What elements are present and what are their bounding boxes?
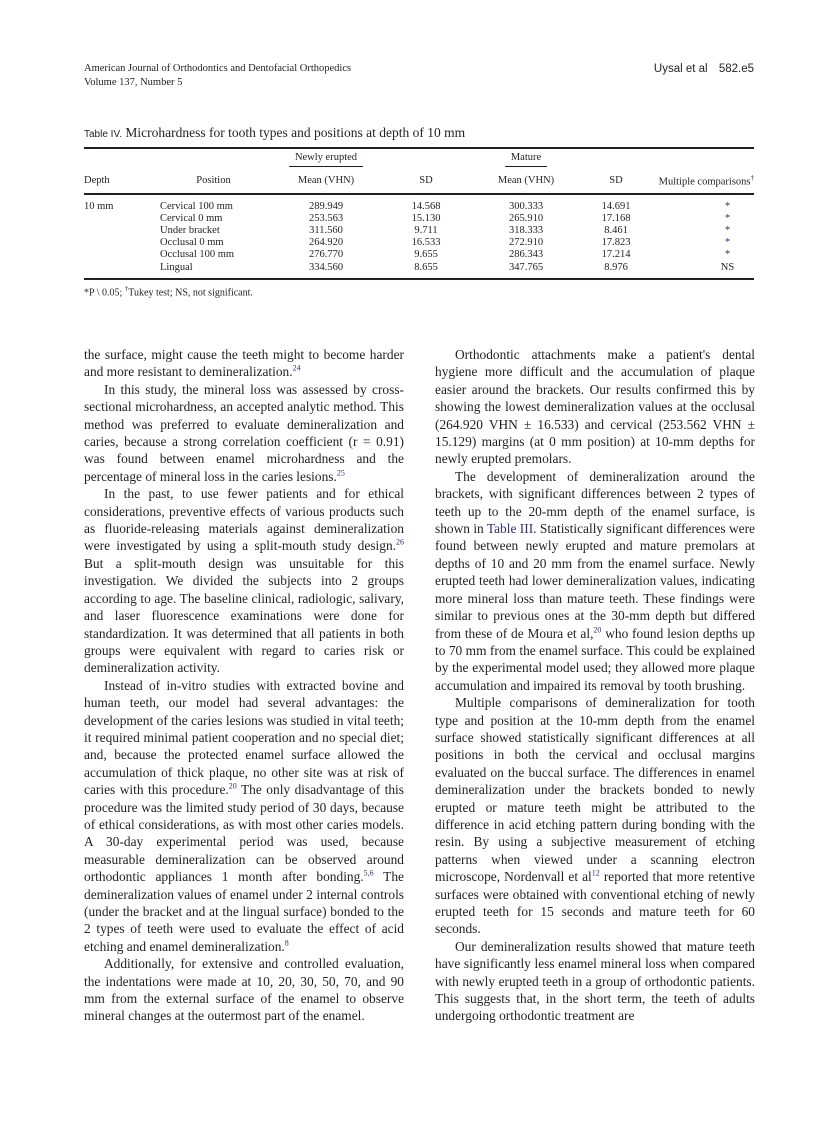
paragraph-text: But a split-mouth design was unsuitable for this investigation. We divided the subjects into 2 groups according to age. The baseline clinical, radiologic, salivary, and laser fluorescence examinations were done for standardization. It was determined that all patients in both groups were equivalent with regard to caries risk or demineralization activity. [84, 555, 404, 676]
citation-link[interactable]: 20 [228, 781, 237, 791]
col-position: Position [196, 175, 231, 187]
cell-mc: NS [720, 261, 735, 273]
col-new-mean: Mean (VHN) [297, 175, 355, 187]
paragraph-text: Instead of in-vitro studies with extracted bovine and human teeth, our model had several advantages: the development of the caries lesions was studied in vital teeth; it required minimal patient cooperation and no special diet; and, because the protected enamel surface allowed the accumulation of thick plaque, no other site was at risk of caries with this procedure. [84, 677, 404, 798]
paragraph [84, 381, 404, 485]
dagger-mark: † [750, 174, 754, 182]
paragraph-text: In the past, to use fewer patients and for ethical considerations, preventive effects of various products such as fluoride-releasing materials against demineralization were investigated by using a split-mouth study design. [84, 486, 404, 554]
cell-position: Cervical 0 mm [160, 212, 223, 224]
table-row [84, 213, 754, 225]
cell-depth [84, 213, 156, 225]
table-iv [84, 124, 754, 298]
paragraph-text: The only disadvantage of this procedure was the limited study period of 30 days, because of ethical considerations, as with most other caries models. A 30-day experimental period was used, because measurable demineralization can be observed around orthodontic appliances 1 month after bonding. [84, 782, 404, 885]
paragraph-text: The demineralization values of enamel under 2 internal controls (under the bracket and at the lingual surface) bonded to the 2 types of teeth were used to evaluate the effect of acid etching and enamel demineralization. [84, 869, 404, 954]
table-row [84, 249, 754, 261]
col-depth: Depth [84, 175, 110, 187]
cell-mat-mean: 318.333 [508, 224, 544, 236]
citation-link[interactable]: 24 [292, 363, 301, 373]
citation-link[interactable]: 5,6 [363, 868, 374, 878]
paragraph [84, 677, 404, 956]
paragraph [435, 938, 755, 1025]
table-footnote [84, 285, 754, 298]
group-newly-erupted: Newly erupted [289, 152, 363, 167]
table-title: Microhardness for tooth types and positions at depth of 10 mm [125, 125, 466, 140]
cell-new-mean: 276.770 [308, 249, 344, 261]
cell-mat-sd: 8.976 [604, 261, 628, 273]
paragraph [435, 694, 755, 938]
cell-position: Occlusal 100 mm [160, 249, 235, 261]
paragraph [84, 485, 404, 676]
cell-mat-sd: 8.461 [604, 224, 628, 236]
citation-link[interactable]: 20 [593, 625, 602, 635]
cell-depth [84, 237, 156, 249]
cell-mat-mean: 265.910 [508, 212, 544, 224]
paragraph-text: Multiple comparisons of demineralization for tooth type and position at the 10-mm depth from the enamel surface showed statistically significant differences at all positions in both the cervical and occlusal margins evaluated on the buccal surface. The differences in enamel demineralization under the brackets bonded to newly erupted or mature teeth might be attributed to the difference in acid etching pattern during bonding with the resin. By using a subjective measurement of etching patterns when viewed under a scanning electron microscope, Nordenvall et al [435, 695, 755, 885]
table-label: Table IV. [84, 129, 122, 140]
cell-position: Cervical 100 mm [160, 200, 233, 212]
cell-new-sd: 14.568 [411, 200, 441, 212]
cell-mc: * [724, 249, 731, 261]
dagger-mark: † [124, 284, 129, 293]
left-column [84, 346, 404, 1025]
paragraph-text: Additionally, for extensive and controlled evaluation, the indentations were made at 10, 20, 30, 50, 70, and 90 mm from the external surface of the enamel to observe mineral changes at the outermost part of the enamel. [84, 956, 404, 1024]
paragraph-text: reported that more retentive surfaces were obtained with conventional etching of newly erupted teeth for 15 seconds and mature teeth for 60 seconds. [435, 869, 756, 937]
cell-new-mean: 264.920 [308, 237, 344, 249]
page-info [654, 62, 754, 76]
authors: Uysal et al [653, 63, 708, 75]
cell-depth: 10 mm [84, 200, 114, 212]
paragraph-text: Orthodontic attachments make a patient's dental hygiene more difficult and the accumulation of plaque easier around the brackets. Our results confirmed this by showing the lowest demineralization values at the occlusal (264.920 VHN ± 16.533) and cervical (253.562 VHN ± 15.129) margins (at 0 mm position) at 10-mm depths for newly erupted premolars. [435, 347, 755, 467]
cell-mc: * [724, 200, 731, 212]
journal-info [84, 62, 351, 90]
cell-mat-sd: 17.823 [601, 237, 631, 249]
journal-title: American Journal of Orthodontics and Dentofacial Orthopedics [84, 63, 352, 74]
col-multiple-comparisons [651, 169, 754, 194]
cell-mc: * [724, 212, 731, 224]
paragraph-text: Our demineralization results showed that mature teeth have significantly less enamel mineral loss when compared with newly erupted teeth in a group of orthodontic patients. This suggests that, in the short term, the teeth of adults undergoing orthodontic treatment are [435, 938, 755, 1024]
cell-depth [84, 262, 156, 279]
page-number: 582.e5 [718, 63, 754, 75]
footnote-p-value: *P \ 0.05; [84, 287, 125, 299]
paragraph-text: the surface, might cause the teeth might to become harder and more resistant to demineralization. [84, 347, 404, 380]
table-row [84, 225, 754, 237]
table-iii-link[interactable]: Table III [486, 521, 534, 537]
paragraph [84, 955, 404, 1025]
paragraph [84, 346, 404, 381]
cell-mat-mean: 272.910 [508, 237, 544, 249]
citation-link[interactable]: 8 [284, 938, 289, 948]
cell-mat-sd: 17.214 [601, 249, 631, 261]
cell-position: Occlusal 0 mm [160, 237, 224, 249]
paragraph-text: In this study, the mineral loss was assessed by cross-sectional microhardness, an accepted analytic method. This method was preferred to evaluate demineralization and caries, because a strong correlation coefficient (r = 0.91) was found between enamel microhardness and the percentage of mineral loss in the caries lesions. [84, 381, 404, 484]
table-caption [84, 124, 754, 144]
citation-link[interactable]: 26 [396, 538, 404, 547]
cell-new-sd: 9.655 [414, 249, 438, 261]
cell-mat-mean: 300.333 [508, 200, 544, 212]
cell-new-mean: 311.560 [309, 224, 343, 236]
cell-position: Lingual [160, 261, 193, 273]
data-table [84, 147, 754, 280]
cell-mat-sd: 17.168 [601, 212, 631, 224]
cell-new-mean: 253.563 [308, 212, 344, 224]
cell-new-sd: 15.130 [411, 212, 441, 224]
cell-depth [84, 225, 156, 237]
table-row [84, 237, 754, 249]
paragraph [435, 468, 755, 694]
cell-new-sd: 8.655 [414, 261, 438, 273]
footnote-tukey: Tukey test; NS, not significant. [128, 287, 253, 299]
cell-mat-sd: 14.691 [601, 200, 631, 212]
paragraph [435, 346, 755, 468]
cell-mc: * [724, 224, 731, 236]
col-mat-mean: Mean (VHN) [497, 175, 555, 187]
cell-depth [84, 249, 156, 261]
cell-new-mean: 334.560 [308, 261, 344, 273]
group-mature: Mature [505, 152, 547, 167]
paragraph-text: The development of demineralization around the brackets, with significant differences between 2 types of teeth up to the 20-mm depth of the enamel surface, is shown in [435, 468, 755, 537]
cell-mc: * [724, 237, 731, 249]
col-mc-label: Multiple comparisons [658, 176, 751, 188]
col-mat-sd: SD [609, 175, 623, 187]
cell-mat-mean: 286.343 [508, 249, 544, 261]
cell-new-mean: 289.949 [308, 200, 344, 212]
right-column [435, 346, 755, 1025]
citation-link[interactable]: 25 [336, 468, 345, 478]
citation-link[interactable]: 12 [591, 868, 600, 878]
paragraph-text: who found lesion depths up to 70 mm from the enamel surface. This could be explained by the experimental model used; they allowed more plaque accumulation and impaired its removal by tooth brushing. [435, 625, 755, 693]
cell-mat-mean: 347.765 [508, 261, 544, 273]
table-row [84, 262, 754, 279]
cell-new-sd: 16.533 [411, 237, 441, 249]
journal-volume: Volume 137, Number 5 [84, 77, 183, 88]
cell-position: Under bracket [160, 224, 220, 236]
cell-new-sd: 9.711 [414, 224, 438, 236]
col-new-sd: SD [419, 175, 433, 187]
paragraph-text: . Statistically significant differences were found between newly erupted and mature premolars at depths of 10 and 20 mm from the enamel surface. Newly erupted teeth had lower demineralization values, indicating more mineral loss than mature teeth. These findings were similar to previous ones at the 30-mm depth but differed from these of de Moura et al, [435, 521, 755, 641]
table-row [84, 194, 754, 213]
